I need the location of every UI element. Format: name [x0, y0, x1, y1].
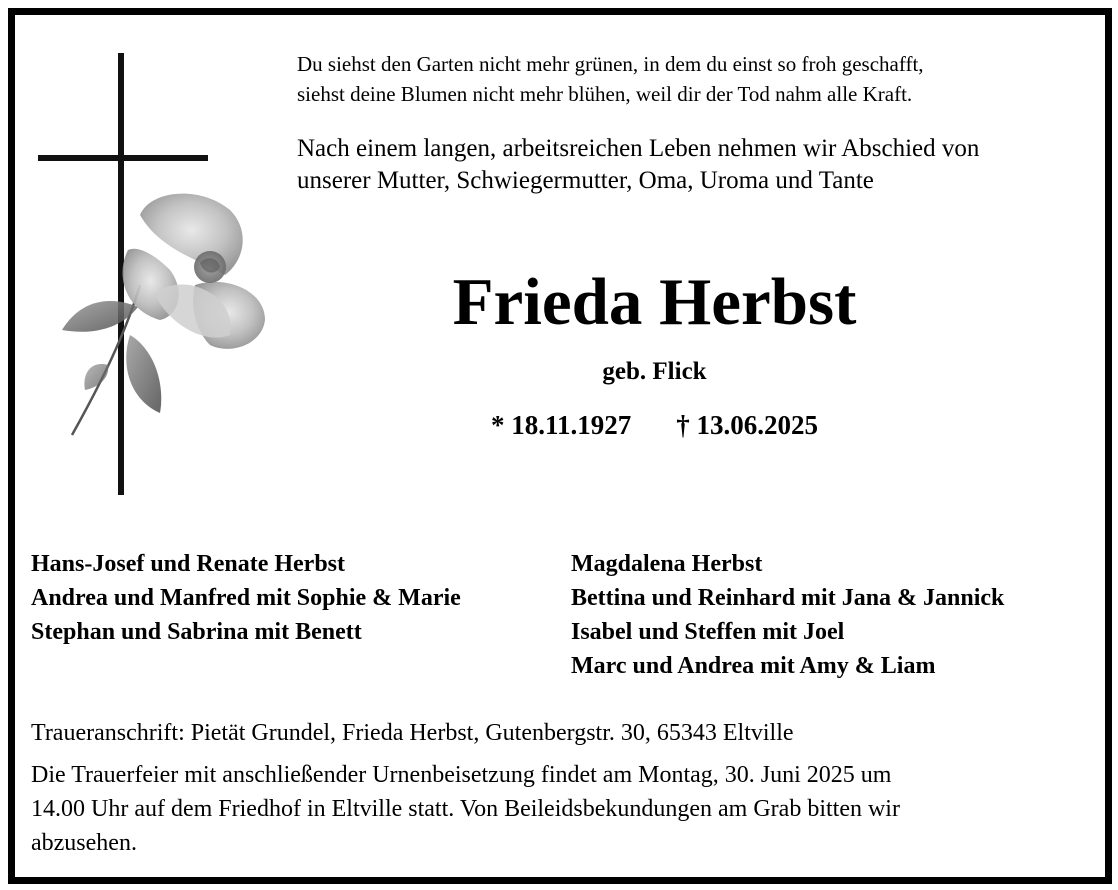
mourner-entry: Marc und Andrea mit Amy & Liam: [571, 653, 936, 679]
maiden-name: geb. Flick: [602, 358, 707, 385]
mourner-entry: Stephan und Sabrina mit Benett: [31, 619, 362, 645]
cross-horizontal-bar: [38, 155, 208, 161]
rose-leaf-lower: [126, 335, 161, 413]
mourner-entry: Hans-Josef und Renate Herbst: [31, 551, 346, 577]
rose-leaf-small: [84, 364, 108, 390]
birth-date: * 18.11.1927: [490, 410, 632, 440]
mourning-address: Traueranschrift: Pietät Grundel, Frieda Herbst, Gutenbergstr. 30, 65343 Eltville: [31, 720, 794, 746]
mourners-right-column: [571, 547, 1091, 683]
mourner-entry: Andrea und Manfred mit Sophie & Marie: [31, 585, 461, 611]
ceremony-line: 14.00 Uhr auf dem Friedhof in Eltville statt. Von Beileidsbekundungen am Grab bitten wir: [31, 796, 900, 822]
life-dates: [297, 408, 1012, 442]
mourner-entry: Bettina und Reinhard mit Jana & Jannick: [571, 585, 1005, 611]
ceremony-line: abzusehen.: [31, 830, 137, 856]
mourners-left-column: [31, 547, 561, 649]
death-date: † 13.06.2025: [676, 410, 818, 440]
farewell-intro: [297, 133, 1077, 197]
deceased-name: Frieda Herbst: [452, 265, 857, 339]
poem-line: Du siehst den Garten nicht mehr grünen, in dem du einst so froh geschafft,: [297, 52, 924, 76]
poem-verse: [297, 49, 1067, 109]
mourner-entry: Magdalena Herbst: [571, 551, 763, 577]
ceremony-line: Die Trauerfeier mit anschließender Urnenbeisetzung findet am Montag, 30. Juni 2025 um: [31, 762, 892, 788]
mourner-entry: Isabel und Steffen mit Joel: [571, 619, 845, 645]
poem-line: siehst deine Blumen nicht mehr blühen, weil dir der Tod nahm alle Kraft.: [297, 82, 913, 106]
intro-line: unserer Mutter, Schwiegermutter, Oma, Uroma und Tante: [297, 167, 874, 194]
cross-with-rose-icon: [30, 45, 270, 495]
rose-leaf-left: [62, 301, 138, 332]
ceremony-notice: [31, 758, 1051, 860]
intro-line: Nach einem langen, arbeitsreichen Leben nehmen wir Abschied von: [297, 135, 980, 162]
